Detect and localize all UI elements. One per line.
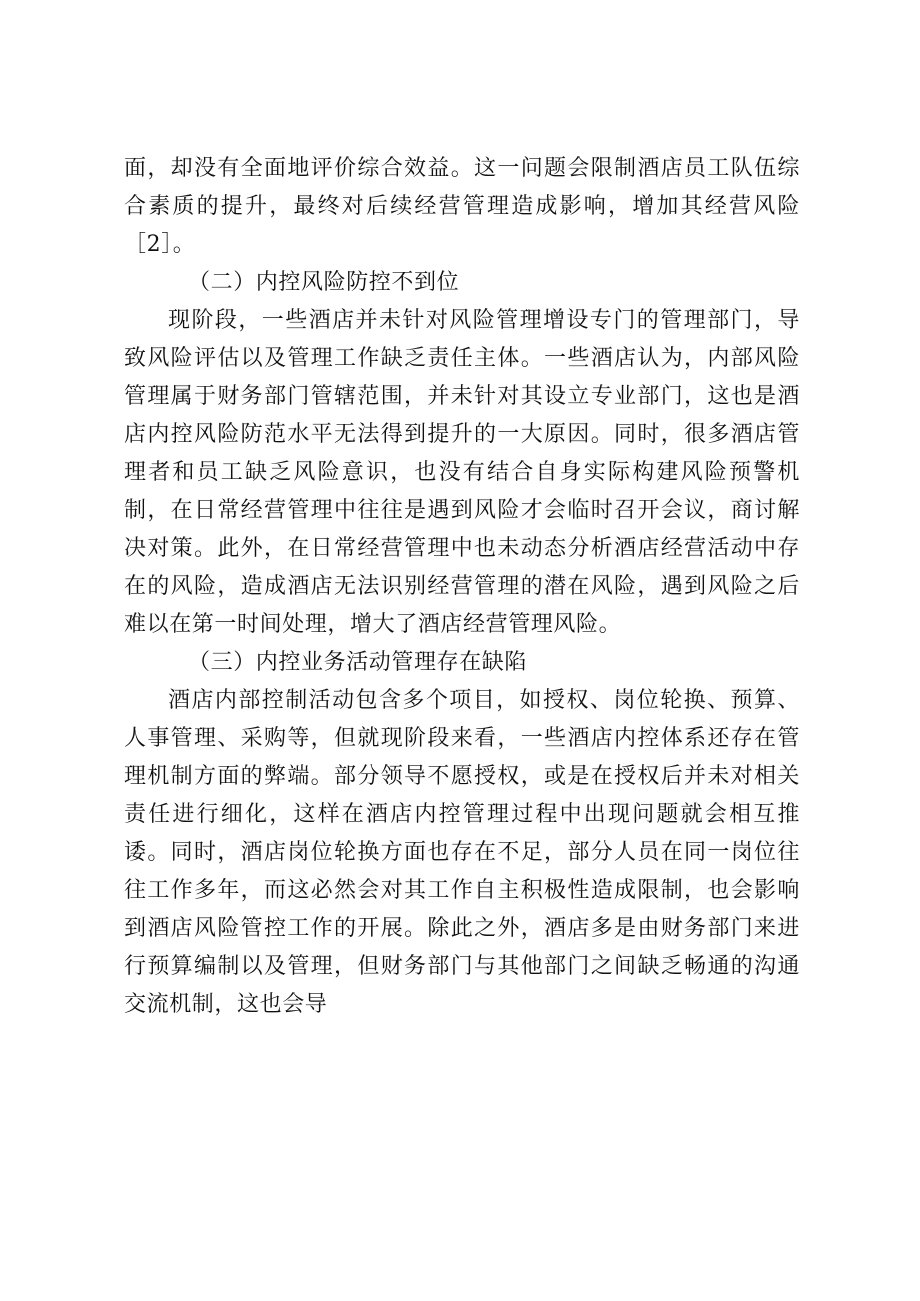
section-heading-3: （三）内控业务活动管理存在缺陷 <box>188 650 528 675</box>
paragraph-risk-control: 现阶段，一些酒店并未针对风险管理增设专门的管理部门，导致风险评估以及管理工作缺乏责任主体。一些酒店认为，内部风险管理属于财务部门管辖范围，并未针对其设立专业部门，这也是酒店内控风险防范水平无法得到提升的一大原因。同时，很多酒店管理者和员工缺乏风险意识，也没有结合自身实际构建风险预警机制，在日常经营管理中往往是遇到风险才会临时召开会议，商讨解决对策。此外，在日常经营管理中也未动态分析酒店经营活动中存在的风险，造成酒店无法识别经营管理的潜在风险，遇到风险之后难以在第一时间处理，增大了酒店经营管理风险。 <box>124 308 800 637</box>
paragraph-business-activities: 酒店内部控制活动包含多个项目，如授权、岗位轮换、预算、人事管理、采购等，但就现阶段来看，一些酒店内控体系还存在管理机制方面的弊端。部分领导不愿授权，或是在授权后并未对相关责任进行细化，这样在酒店内控管理过程中出现问题就会相互推诿。同时，酒店岗位轮换方面也存在不足，部分人员在同一岗位往往工作多年，而这必然会对其工作自主积极性造成限制，也会影响到酒店风险管控工作的开展。除此之外，酒店多是由财务部门来进行预算编制以及管理，但财务部门与其他部门之间缺乏畅通的沟通交流机制，这也会导 <box>124 688 800 1017</box>
section-heading-2: （二）内控风险防控不到位 <box>188 270 460 295</box>
paragraph-continuation: 面，却没有全面地评价综合效益。这一问题会限制酒店员工队伍综合素质的提升，最终对后续经营管理造成影响，增加其经营风险［2］。 <box>124 156 800 257</box>
document-body <box>124 150 800 1024</box>
